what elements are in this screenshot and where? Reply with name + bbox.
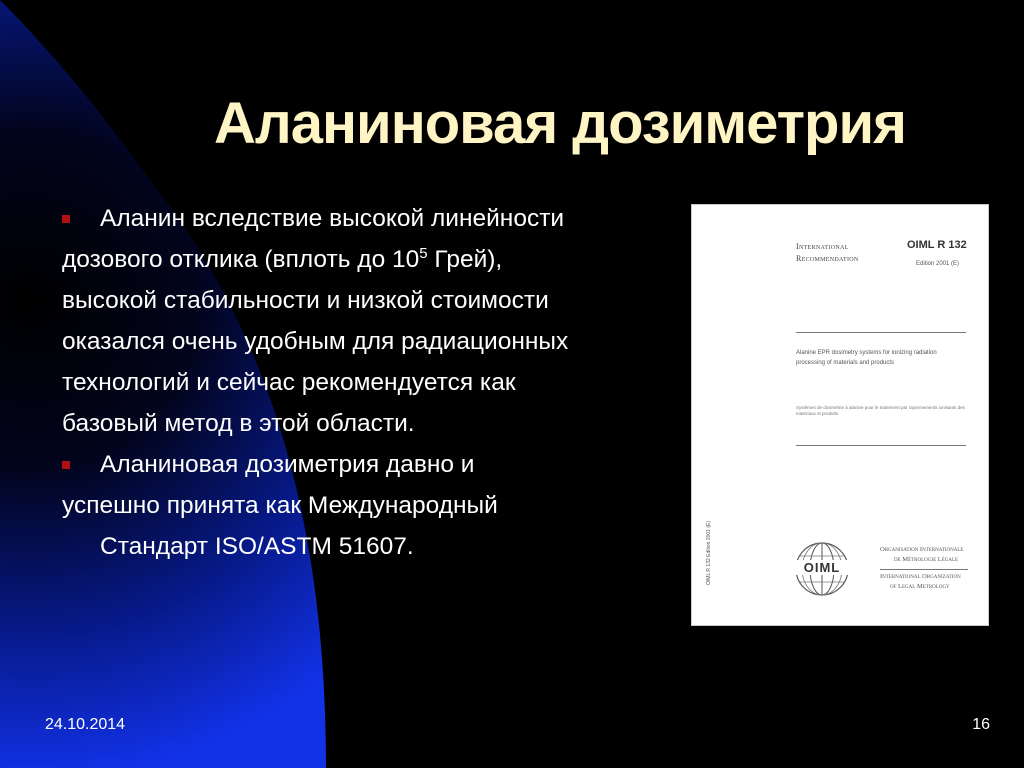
organisation-name-french [880,545,963,565]
organisation-french-line-1: Organisation Internationale [880,546,964,553]
document-code: OIML R 132 [907,239,967,251]
organisation-french-line-2: de Métrologie Légale [894,556,959,563]
document-divider [796,445,966,446]
organisation-english-line-1: International Organization [880,573,961,580]
bullet-2-line-2: успешно принята как Международный [62,492,498,519]
bullet-1-line-2-text: дозового отклика (вплоть до 10 [62,246,420,273]
document-header-line-1: International [796,242,849,251]
bullet-marker-icon [62,461,70,469]
bullet-item-1 [62,198,682,444]
document-title-english: Alanine EPR dosimetry systems for ionizing radiation processing of materials and products [796,350,937,366]
superscript-exponent: 5 [419,245,428,262]
oiml-document-cover-image [692,205,988,625]
document-header [796,241,859,265]
bullet-1-line-6: базовый метод в этой области. [62,410,415,437]
document-header-line-2: Recommendation [796,254,859,263]
bullet-1-line-2-suffix: Грей), [427,246,503,273]
slide-number: 16 [972,716,990,733]
bullet-2-line-1: Аланиновая дозиметрия давно и [100,451,475,478]
bullet-1-line-3: высокой стабильности и низкой стоимости [62,287,549,314]
document-spine-text: OIML R 132 Edition 2001 (E) [706,520,712,585]
oiml-logo-text: OIML [794,560,850,575]
bullet-1-line-4: оказался очень удобным для радиационных [62,328,569,355]
bullet-2-line-3: Стандарт ISO/ASTM 51607. [100,533,414,560]
footer-date: 24.10.2014 [45,716,126,733]
document-divider [796,332,966,333]
bullet-1-line-1: Аланин вследствие высокой линейности [100,205,565,232]
document-edition: Edition 2001 (E) [916,261,960,267]
organisation-name-english [880,572,961,592]
bullet-marker-icon [62,215,70,223]
bullet-item-2 [62,444,682,567]
document-title-french: Systèmes de dosimétrie à alanine pour le traitement par rayonnements ionisants des matériaux et produits [796,405,965,416]
bullet-1-line-5: технологий и сейчас рекомендуется как [62,369,516,396]
bullet-1-line-2 [62,239,682,280]
slide-title: Аланиновая дозиметрия [214,91,906,156]
organisation-english-line-2: of Legal Metrology [890,583,950,590]
slide-body [62,198,682,567]
organisation-divider [880,569,968,570]
